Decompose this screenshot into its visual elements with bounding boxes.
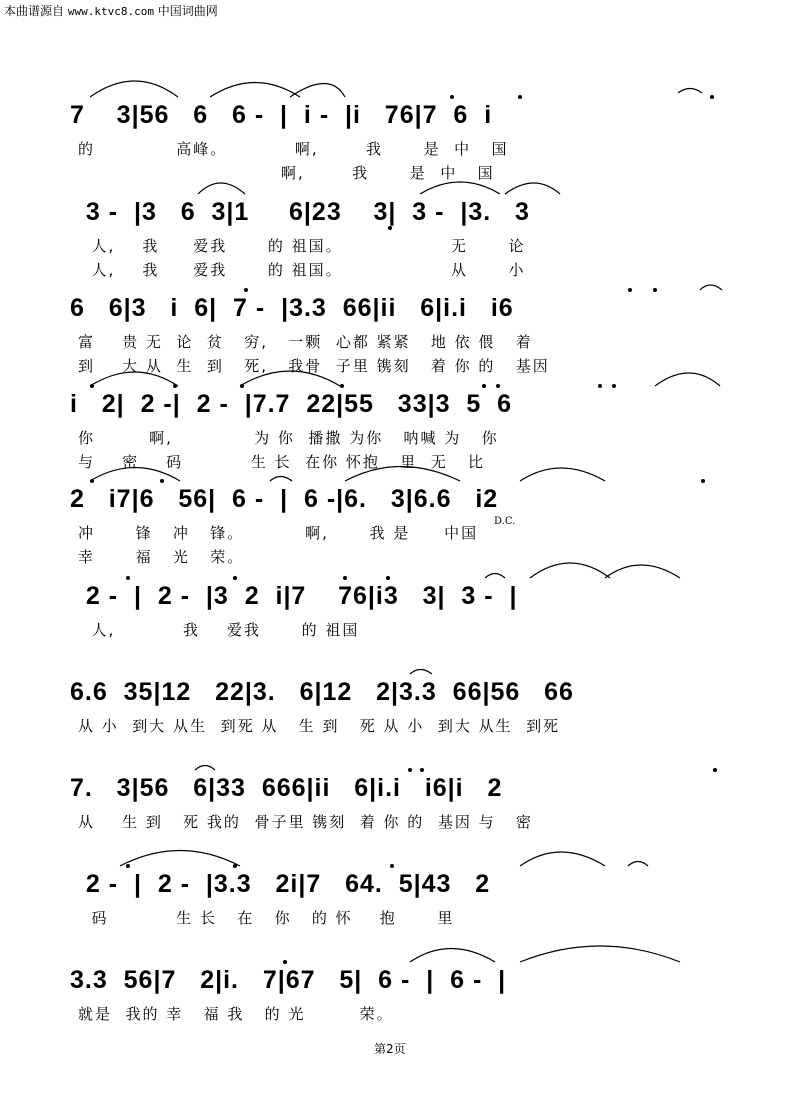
lyrics-verse-1: 冲 锋 冲 锋。 啊, 我 是 中国 (78, 524, 479, 542)
notation-line: 2 - | 2 - |3 2 i|7 76|i3 3| 3 - | (70, 582, 518, 610)
page-header (4, 2, 218, 19)
lyrics-verse-1: 从 生 到 死 我的 骨子里 镌刻 着 你 的 基因 与 密 (78, 813, 533, 831)
site-label: 中国词曲网 (157, 4, 218, 18)
lyrics-verse-2: 啊, 我 是 中 国 (78, 164, 495, 182)
notation-line: 7 3|56 6 6 - | i - |i 76|7 6 i (70, 101, 493, 129)
lyrics-verse-2: 幸 福 光 荣。 (78, 548, 245, 566)
lyrics-verse-1: 就是 我的 幸 福 我 的 光 荣。 (78, 1005, 394, 1023)
notation-line: 3 - |3 6 3|1 6|23 3| 3 - |3. 3 (70, 198, 530, 226)
notation-line: 7. 3|56 6|33 666|ii 6|i.i i6|i 2 (70, 774, 503, 802)
lyrics-verse-1: 你 啊, 为 你 播撒 为你 呐喊 为 你 (78, 429, 499, 447)
notation-line: 2 - | 2 - |3.3 2i|7 64. 5|43 2 (70, 870, 491, 898)
lyrics-verse-1: 富 贵 无 论 贫 穷, 一颗 心都 紧紧 地 依 偎 着 (78, 333, 533, 351)
lyrics-verse-1: 从 小 到大 从生 到死 从 生 到 死 从 小 到大 从生 到死 (78, 717, 561, 735)
notation-line: 2 i7|6 56| 6 - | 6 -|6. 3|6.6 i2 (70, 485, 499, 513)
site-name: 本曲谱源自 (4, 4, 65, 18)
lyrics-verse-1: 的 高峰。 啊, 我 是 中 国 (78, 140, 509, 158)
notation-line: 3.3 56|7 2|i. 7|67 5| 6 - | 6 - | (70, 966, 507, 994)
page-number: 第2页 (374, 1042, 406, 1056)
lyrics-verse-2: 与 密 码 生 长 在你 怀抱 里 无 比 (78, 453, 486, 471)
lyrics-verse-1: 人, 我 爱我 的 祖国。 无 论 (78, 237, 526, 255)
lyrics-verse-1: 码 生 长 在 你 的 怀 抱 里 (78, 909, 455, 927)
da-capo-mark: D.C. (494, 516, 516, 527)
lyrics-verse-1: 人, 我 爱我 的 祖国 (78, 621, 360, 639)
lyrics-verse-2: 人, 我 爱我 的 祖国。 从 小 (78, 261, 526, 279)
slur (678, 89, 702, 94)
notation-line: 6 6|3 i 6| 7 - |3.3 66|ii 6|i.i i6 (70, 294, 514, 322)
lyrics-verse-2: 到 大 从 生 到 死, 我骨 子里 镌刻 着 你 的 基因 (78, 357, 550, 375)
notation-line: i 2| 2 -| 2 - |7.7 22|55 33|3 5 6 (70, 390, 513, 418)
site-url[interactable]: www.ktvc8.com (67, 5, 154, 18)
notation-line: 6.6 35|12 22|3. 6|12 2|3.3 66|56 66 (70, 678, 574, 706)
